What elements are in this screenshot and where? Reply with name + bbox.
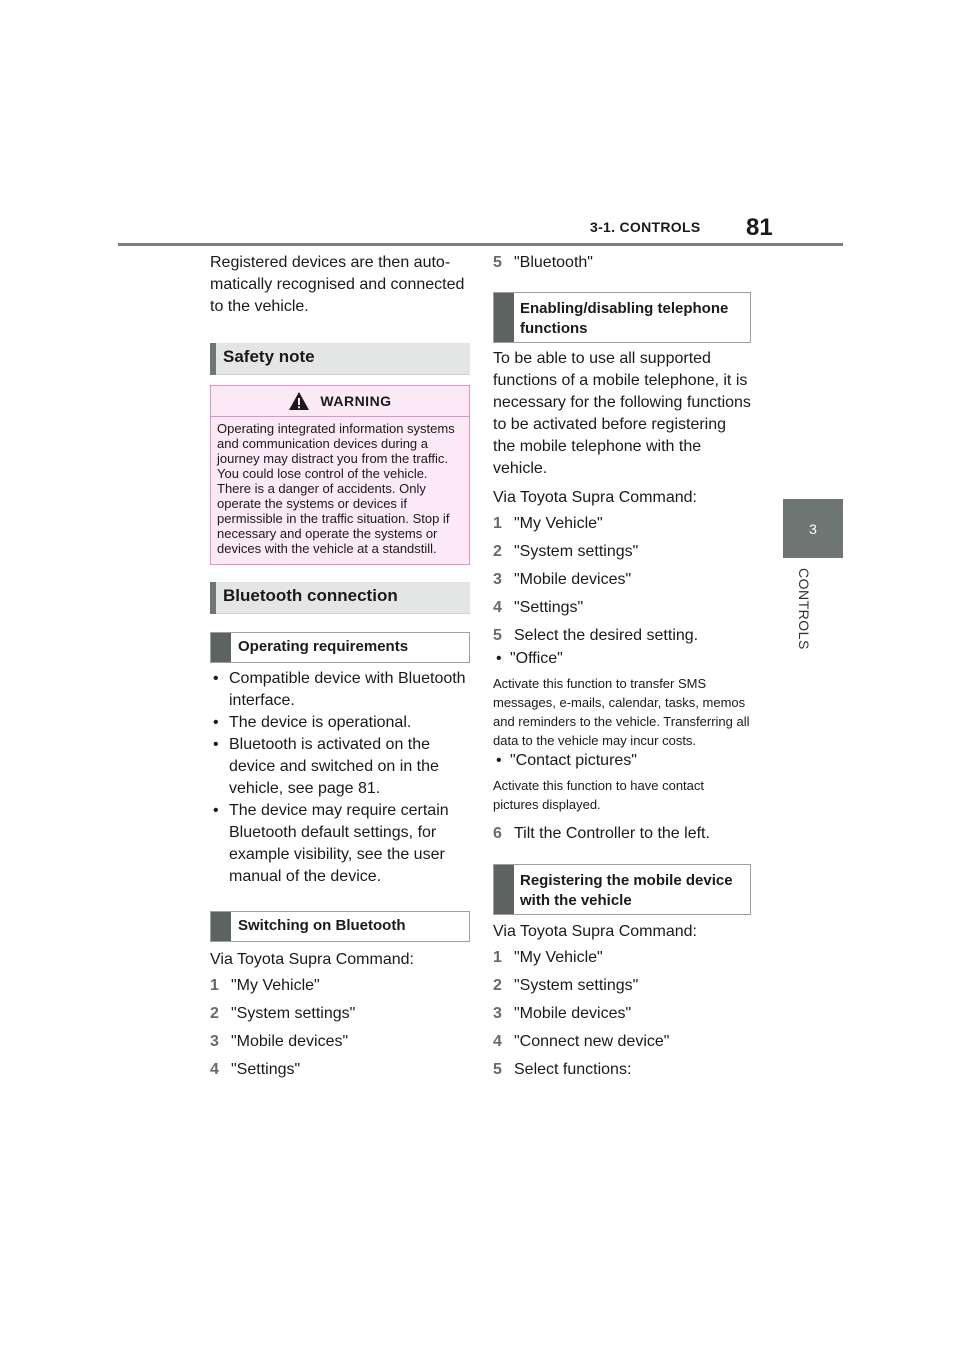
warning-triangle-icon [288,391,310,411]
step-text: Select the desired setting. [514,627,699,644]
section-title: 3-1. CONTROLS [590,219,701,235]
step-text: Tilt the Controller to the left. [514,825,710,842]
continued-steps-list [493,252,751,274]
step-number: 2 [493,543,502,560]
step-item [493,569,751,591]
step-text: Select functions: [514,1061,632,1078]
step-item [493,1059,751,1081]
requirements-list [210,668,470,888]
warning-text: Operating integrated information systems and communication devices during a journey may distract you from the traffic. You could lose control of the vehicle. There is a danger of accidents. Only operate the systems or devices if permissible in the traffic situation. Stop if necessary and operate the systems or devices with the vehicle at a standstill. [217,421,455,556]
step-text: "Mobile devices" [514,1005,632,1022]
step-text: "System settings" [231,1005,356,1022]
step-item [210,1031,470,1053]
office-option [493,648,751,670]
list-item: • "Contact pictures" [493,750,751,772]
right-column [493,252,751,1087]
step-number: 1 [210,977,219,994]
final-step-list [493,823,751,845]
operating-requirements-heading: Operating requirements [210,632,470,663]
step-item [493,252,751,274]
step-number: 3 [493,571,502,588]
left-steps-list [210,975,470,1081]
step-text: "My Vehicle" [514,515,603,532]
list-item: • Compatible device with Bluetooth interface. [210,668,470,712]
step-text: "Connect new device" [514,1033,670,1050]
step-text: "Mobile devices" [231,1033,349,1050]
step-text: "System settings" [514,977,639,994]
safety-note-heading: Safety note [210,343,470,375]
contact-pictures-option [493,750,751,772]
chapter-label: CONTROLS [796,568,812,650]
step-item [493,513,751,535]
registering-device-heading: Registering the mobile device with the vehicle [493,864,751,915]
via-command-text: Via Toyota Supra Command: [493,489,697,506]
step-item [210,1003,470,1025]
chapter-tab [783,499,843,558]
step-item [493,625,751,647]
list-item: • "Office" [493,648,751,670]
left-column [210,252,470,1087]
step-number: 3 [210,1033,219,1050]
step-text: "Settings" [231,1061,301,1078]
warning-box [210,385,470,565]
via-command-text: Via Toyota Supra Command: [493,923,697,940]
step-number: 2 [210,1005,219,1022]
step-text: "Settings" [514,599,584,616]
chapter-number: 3 [809,520,817,537]
warning-header [211,386,469,417]
step-number: 6 [493,825,502,842]
bluetooth-connection-heading: Bluetooth connection [210,582,470,614]
step-item [210,1059,470,1081]
step-number: 4 [210,1061,219,1078]
step-number: 4 [493,1033,502,1050]
list-item: • The device is operational. [210,712,470,734]
header-rule [118,243,843,246]
step-text: "Mobile devices" [514,571,632,588]
step-text: "My Vehicle" [514,949,603,966]
step-number: 3 [493,1005,502,1022]
step-item [493,947,751,969]
step-text: "My Vehicle" [231,977,320,994]
via-command-text: Via Toyota Supra Command: [210,951,414,968]
enabling-telephone-functions-heading: Enabling/disabling telephone functions [493,292,751,343]
step-text: "Bluetooth" [514,254,593,271]
list-item: • Bluetooth is activated on the device and switched on in the vehicle, see page 81. [210,734,470,800]
office-description: Activate this function to transfer SMS messages, e-mails, calendar, tasks, memos and reminders to the vehicle. Transferring all data to the vehicle may incur costs. [493,676,750,748]
step-number: 5 [493,1061,502,1078]
step-item [493,1003,751,1025]
enable-intro-text: To be able to use all supported functions of a mobile telephone, it is necessary for the following functions to be activated before registering the mobile telephone with the vehicle. [493,350,751,477]
step-number: 2 [493,977,502,994]
step-item [493,1031,751,1053]
register-steps-list [493,947,751,1081]
step-number: 5 [493,627,502,644]
step-item [493,597,751,619]
warning-title: WARNING [320,393,392,409]
step-item [493,823,751,845]
list-item: • The device may require certain Bluetooth default settings, for example visibility, see the user manual of the device. [210,800,470,888]
step-number: 1 [493,515,502,532]
intro-text: Registered devices are then automatically recognised and connected to the vehicle. [210,254,465,315]
contact-pictures-description: Activate this function to have contact pictures displayed. [493,778,705,812]
switching-on-bluetooth-heading: Switching on Bluetooth [210,911,470,942]
step-item [210,975,470,997]
step-item [493,975,751,997]
step-number: 5 [493,254,502,271]
step-number: 4 [493,599,502,616]
step-number: 1 [493,949,502,966]
step-text: "System settings" [514,543,639,560]
page-number: 81 [746,214,773,241]
settings-steps-list [493,513,751,647]
step-item [493,541,751,563]
